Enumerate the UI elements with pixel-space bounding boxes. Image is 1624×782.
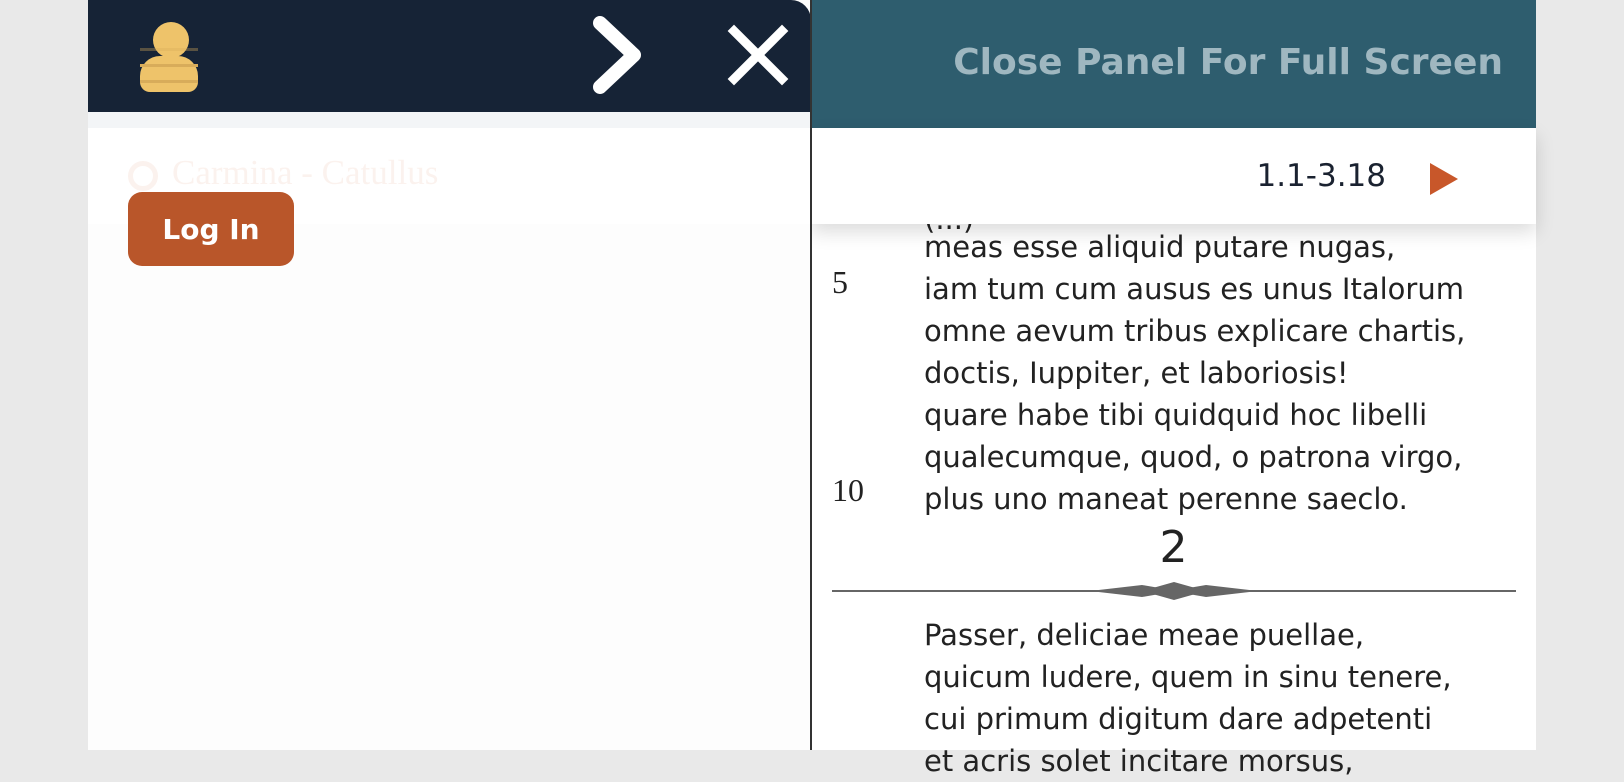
verse-line: et acris solet incitare morsus, bbox=[924, 744, 1354, 778]
reader-top-bar bbox=[811, 0, 1536, 128]
verse-line: iam tum cum ausus es unus Italorum bbox=[924, 272, 1464, 306]
close-panel-hint: Close Panel For Full Screen bbox=[953, 42, 1503, 83]
reader-nav-bar bbox=[811, 128, 1536, 224]
user-icon-head bbox=[153, 22, 189, 58]
copyright-icon bbox=[128, 161, 158, 191]
hamburger-menu-line bbox=[140, 80, 198, 83]
poem-number: 2 bbox=[1159, 522, 1188, 573]
side-panel-strip bbox=[88, 112, 811, 128]
side-panel bbox=[88, 0, 811, 750]
work-title-text: Carmina - Catullus bbox=[172, 153, 439, 192]
login-button[interactable]: Log In bbox=[128, 192, 294, 266]
close-icon[interactable] bbox=[728, 25, 788, 85]
verse-line: doctis, Iuppiter, et laboriosis! bbox=[924, 356, 1349, 390]
hamburger-menu-line bbox=[140, 64, 198, 67]
verse-line: omne aevum tribus explicare chartis, bbox=[924, 314, 1466, 348]
verse-line: plus uno maneat perenne saeclo. bbox=[924, 482, 1408, 516]
app-frame bbox=[88, 0, 1536, 778]
verse-line: qualecumque, quod, o patrona virgo, bbox=[924, 440, 1463, 474]
range-label[interactable]: 1.1-3.18 bbox=[1256, 158, 1386, 194]
side-panel-top-bar bbox=[88, 0, 811, 112]
verse-line: quicum ludere, quem in sinu tenere, bbox=[924, 660, 1452, 694]
user-icon[interactable] bbox=[140, 22, 200, 92]
ornamental-divider bbox=[832, 579, 1516, 603]
line-number: 5 bbox=[832, 264, 848, 300]
hamburger-menu-icon bbox=[140, 48, 198, 51]
line-number: 10 bbox=[832, 472, 864, 508]
reader-pane bbox=[811, 0, 1536, 778]
work-title bbox=[128, 153, 438, 193]
verse-line: meas esse aliquid putare nugas, bbox=[924, 230, 1396, 264]
user-icon-body bbox=[140, 56, 198, 92]
verse-line: quare habe tibi quidquid hoc libelli bbox=[924, 398, 1428, 432]
play-icon[interactable] bbox=[1430, 163, 1458, 195]
chevron-right-icon[interactable] bbox=[588, 15, 648, 95]
poem-text-area bbox=[811, 224, 1536, 778]
panel-divider bbox=[810, 0, 812, 750]
verse-line: cui primum digitum dare adpetenti bbox=[924, 702, 1433, 736]
verse-line: Passer, deliciae meae puellae, bbox=[924, 618, 1365, 652]
